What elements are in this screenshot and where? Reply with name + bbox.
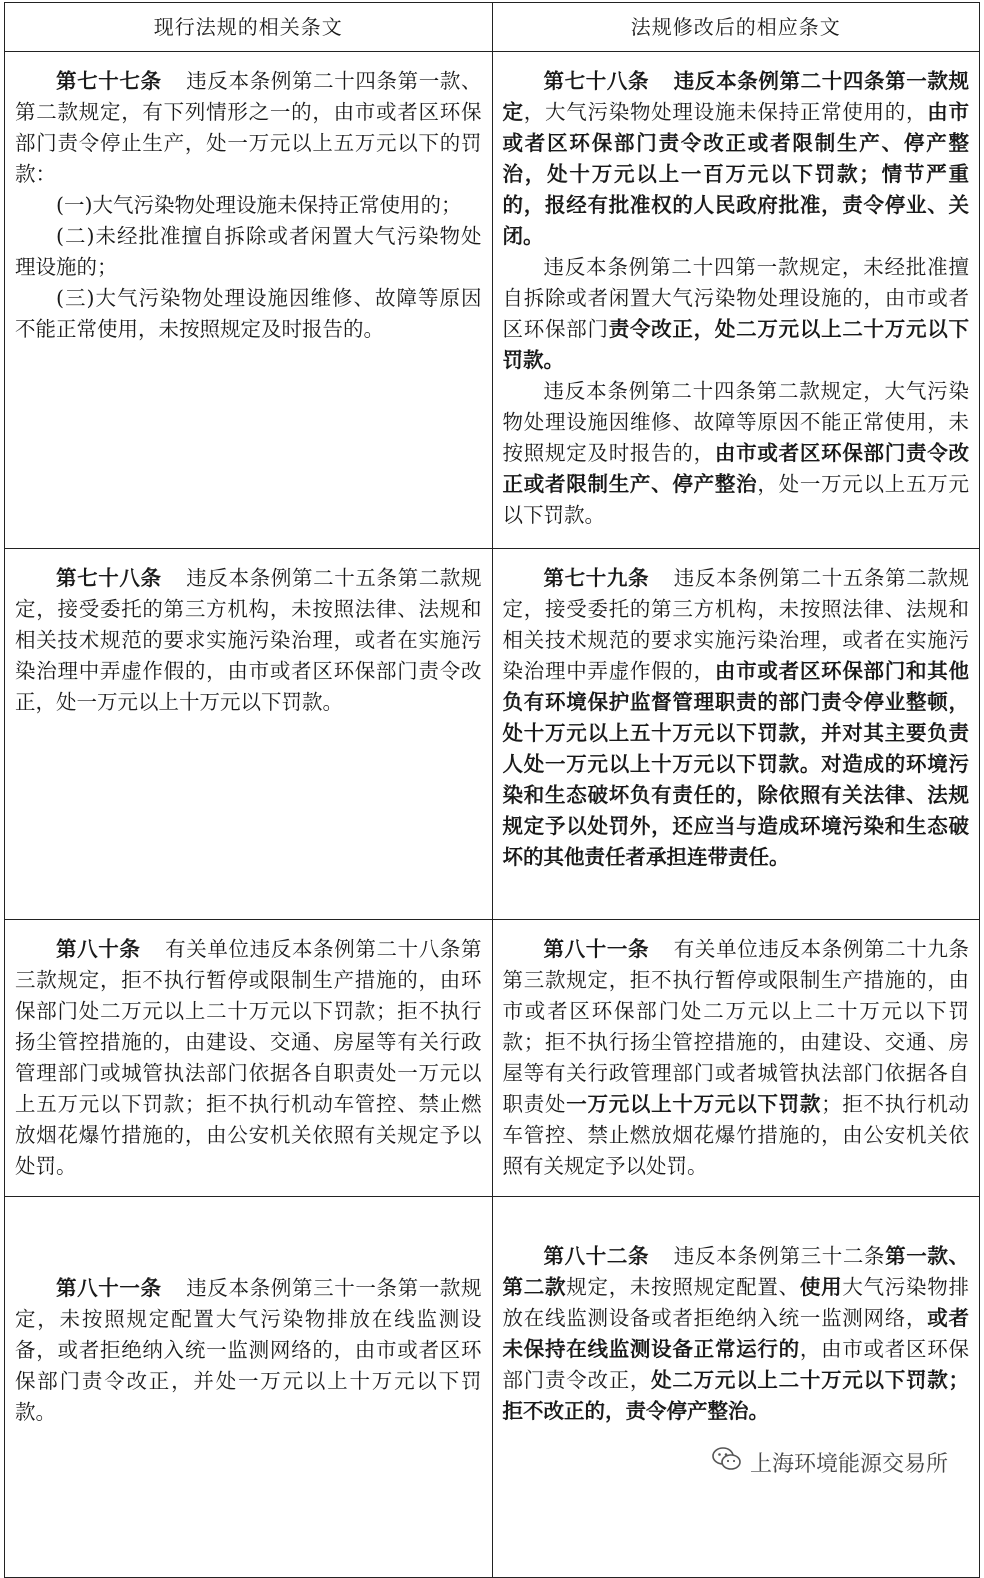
bold-text: 第八十二条: [543, 1244, 650, 1268]
clause-text: 违反本条例第三十一条第一款规定，未按照规定配置大气污染物排放在线监测设备，或者拒绝纳入统一监测网络的，由市或者区环保部门责令改正，并处一万元以上十万元以下罚款。: [15, 1276, 482, 1424]
clause-text: 大气污染物排放在线监测设备或者拒绝纳入统一监测网络，: [502, 1275, 970, 1330]
clause-paragraph: [15, 563, 482, 718]
bold-text: 第七十七条: [56, 69, 162, 93]
bold-text: 第八十一条: [56, 1276, 162, 1300]
clause-paragraph: [15, 1273, 482, 1428]
clause-paragraph: [503, 934, 970, 1182]
clause-paragraph: [15, 934, 482, 1182]
clause-text: (一)大气污染物处理设施未保持正常使用的；: [56, 193, 462, 217]
bold-text: 第一款、第二款: [502, 1244, 970, 1299]
bold-text: 由市或者区环保部门和其他负有环境保护监督管理职责的部门责令停业整顿，处十万元以上五十万元以下罚款，并对其主要负责人处一万元以上十万元以下罚款。对造成的环境污染和生态破坏负有责任的，除依照有关法律、法规规定予以处罚外，还应当与造成环境污染和生态破坏的其他责任者承担连带责任。: [502, 659, 970, 869]
clause-text: 违反本条例第二十四条第二款规定，大气污染物处理设施因维修、故障等原因不能正常使用，未按照规定及时报告的，: [502, 379, 969, 465]
clause-paragraph: [15, 221, 482, 283]
bold-text: 由市或者区环保部门责令改正或者限制生产、停产整治，处十万元以上一百万元以下罚款；情节严重的，报经有批准权的人民政府批准，责令停业、关闭。: [502, 100, 970, 248]
bold-text: 由市或者区环保部门责令改正或者限制生产、停产整治: [502, 441, 970, 496]
bold-text: 责令改正，处二万元以上二十万元以下罚款。: [502, 317, 970, 372]
bold-text: 一万元以上十万元以下罚款: [566, 1092, 822, 1116]
current-clause-78: [5, 549, 493, 920]
clause-text: 违反本条例第二十五条第二款规定，接受委托的第三方机构，未按照法律、法规和相关技术规范的要求实施污染治理，或者在实施污染治理中弄虚作假的，: [502, 566, 970, 683]
bold-text: 第七十八条: [56, 566, 162, 590]
table-row: [5, 1197, 980, 1578]
clause-paragraph: [503, 563, 970, 873]
clause-text: (三)大气污染物处理设施因维修、故障等原因不能正常使用，未按照规定及时报告的。: [15, 286, 482, 341]
wechat-icon: [712, 1446, 742, 1478]
revised-clause-81: [492, 920, 980, 1197]
clause-text: ，处一万元以上五万元以下罚款。: [502, 472, 970, 527]
comparison-table: [4, 2, 980, 1578]
watermark-text: 上海环境能源交易所: [749, 1451, 948, 1477]
bold-text: 使用: [799, 1275, 843, 1299]
clause-paragraph: [15, 190, 482, 221]
clause-paragraph: [503, 1241, 970, 1427]
clause-text: 违反本条例第二十四第一款规定，未经批准擅自拆除或者闲置大气污染物处理设施的，由市或者区环保部门: [502, 255, 969, 341]
clause-text: ；拒不执行机动车管控、禁止燃放烟花爆竹措施的，由公安机关依照有关规定予以处罚。: [502, 1092, 970, 1178]
revised-clause-78: [492, 52, 980, 549]
header-current: 现行法规的相关条文: [5, 3, 493, 52]
clause-text: ，大气污染物处理设施未保持正常使用的，: [523, 100, 928, 124]
revised-clause-82: [492, 1197, 980, 1578]
current-clause-81: [5, 1197, 493, 1578]
table-row: [5, 920, 980, 1197]
clause-paragraph: [15, 66, 482, 190]
header-row: [5, 3, 980, 52]
clause-text: 违反本条例第二十四条第一款、第二款规定，有下列情形之一的，由市或者区环保部门责令停止生产，处一万元以上五万元以下的罚款：: [15, 69, 482, 186]
clause-text: 有关单位违反本条例第二十八条第三款规定，拒不执行暂停或限制生产措施的，由环保部门处二万元以上二十万元以下罚款；拒不执行扬尘管控措施的，由建设、交通、房屋等有关行政管理部门或城管执法部门依据各自职责处一万元以上五万元以下罚款；拒不执行机动车管控、禁止燃放烟花爆竹措施的，由公安机关依照有关规定予以处罚。: [15, 937, 482, 1178]
bold-text: 或者未保持在线监测设备正常运行的: [502, 1306, 970, 1361]
clause-text: 规定，未按照规定配置、: [566, 1275, 800, 1299]
revised-clause-79: [492, 549, 980, 920]
current-clause-80: [5, 920, 493, 1197]
clause-text: ，由市或者区环保部门责令改正，: [502, 1337, 970, 1392]
clause-paragraph: [503, 376, 970, 531]
watermark: [706, 1444, 954, 1480]
bold-text: 第七十八条: [543, 69, 650, 93]
clause-paragraph: [503, 252, 970, 376]
header-revised: 法规修改后的相应条文: [492, 3, 980, 52]
bold-text: 违反本条例第二十四条第一款规定: [502, 69, 970, 124]
clause-paragraph: [503, 66, 970, 252]
table-row: [5, 52, 980, 549]
clause-text: 有关单位违反本条例第二十九条第三款规定，拒不执行暂停或限制生产措施的，由市或者区环保部门处二万元以上二十万元以下罚款；拒不执行扬尘管控措施的，由建设、交通、房屋等有关行政管理部门或者城管执法部门依据各自职责处: [502, 937, 970, 1116]
clause-paragraph: [15, 283, 482, 345]
bold-text: 第八十条: [56, 937, 141, 961]
bold-text: 处二万元以上二十万元以下罚款；拒不改正的，责令停产整治。: [502, 1368, 970, 1423]
clause-text: 违反本条例第二十五条第二款规定，接受委托的第三方机构，未按照法律、法规和相关技术规范的要求实施污染治理，或者在实施污染治理中弄虚作假的，由市或者区环保部门责令改正，处一万元以上十万元以下罚款。: [15, 566, 482, 714]
clause-text: 违反本条例第三十二条: [673, 1244, 886, 1268]
clause-text: (二)未经批准擅自拆除或者闲置大气污染物处理设施的；: [15, 224, 482, 279]
bold-text: 第八十一条: [543, 937, 650, 961]
current-clause-77: [5, 52, 493, 549]
bold-text: 第七十九条: [543, 566, 650, 590]
table-row: [5, 549, 980, 920]
